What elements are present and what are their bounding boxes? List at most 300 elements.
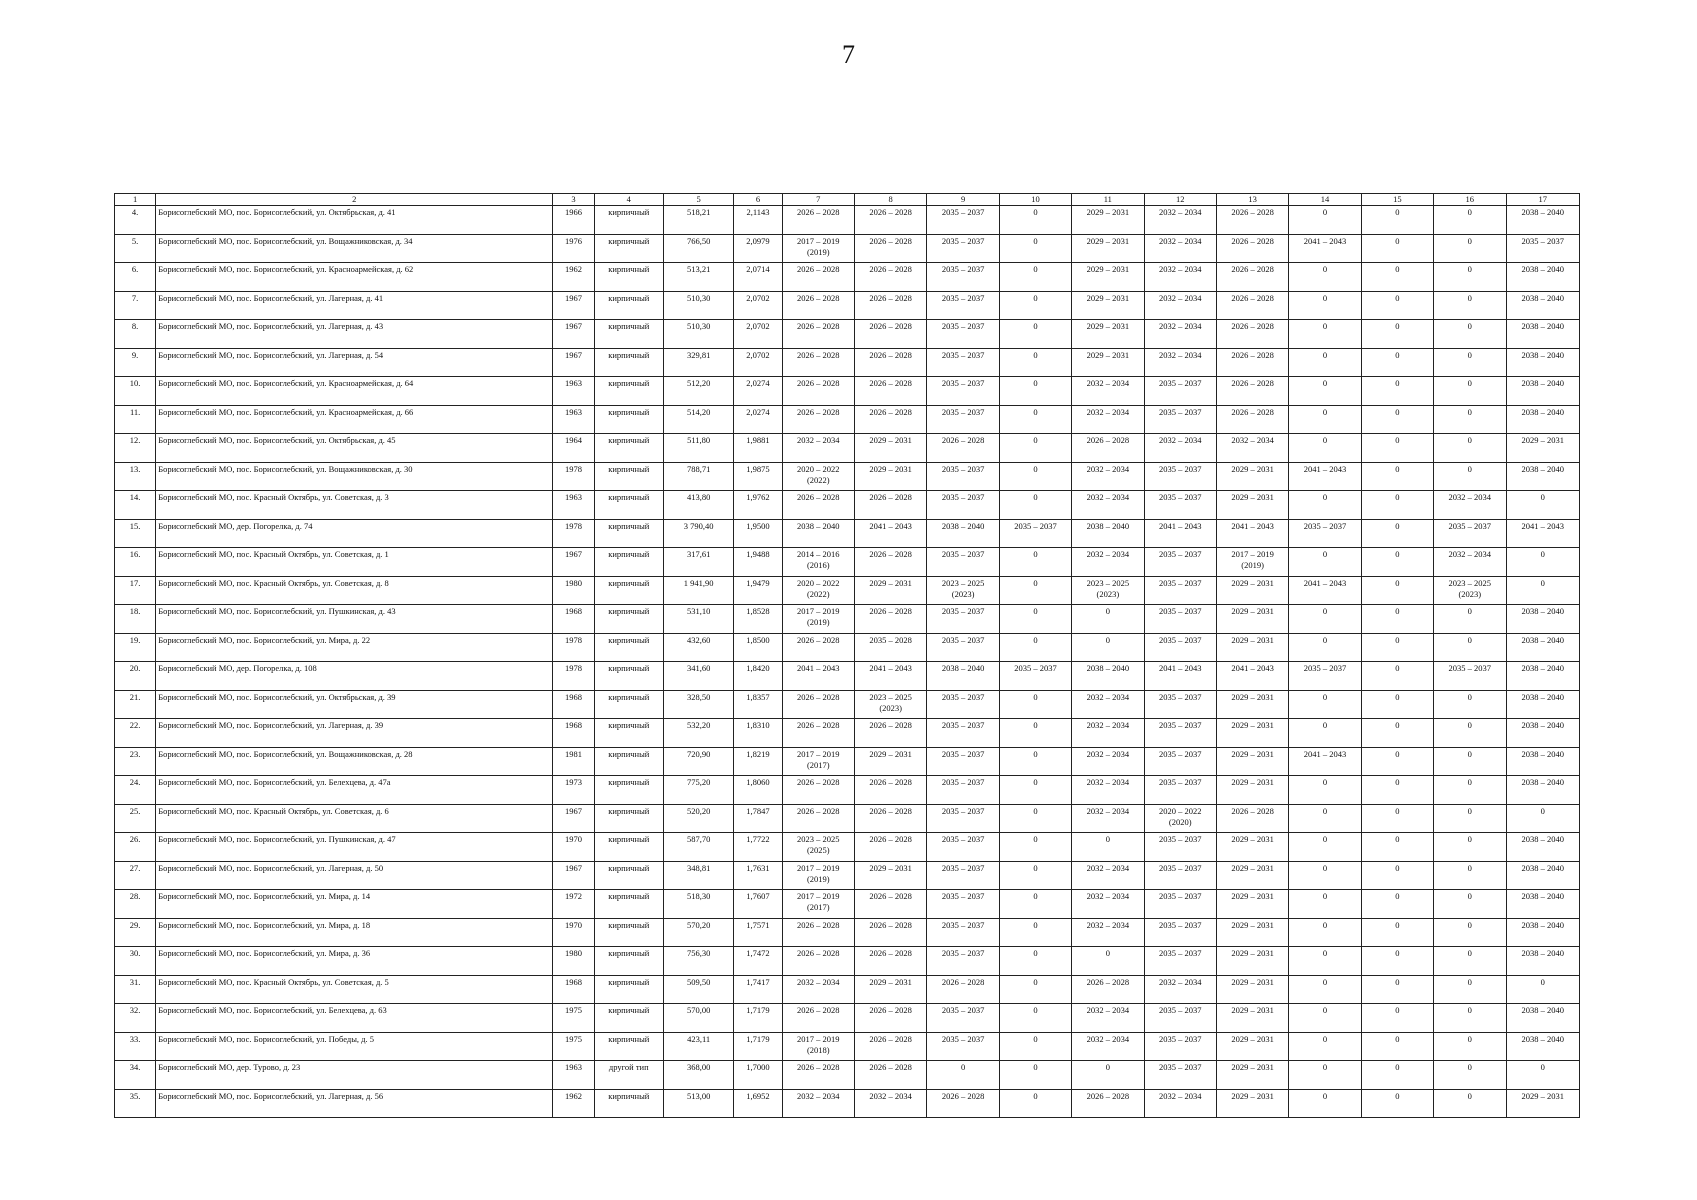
table-cell: 1,9762 <box>734 491 782 520</box>
table-cell: 2032 – 2034 <box>1144 348 1216 377</box>
table-cell: 0 <box>1289 377 1361 406</box>
table-cell: 0 <box>999 861 1071 890</box>
table-cell: 1967 <box>553 348 594 377</box>
table-row <box>115 890 1580 919</box>
table-row <box>115 633 1580 662</box>
table-cell: 2026 – 2028 <box>1216 320 1288 349</box>
table-cell: кирпичный <box>594 861 663 890</box>
table-cell: кирпичный <box>594 833 663 862</box>
table-cell: 0 <box>1361 861 1433 890</box>
table-cell: 1,6952 <box>734 1089 782 1118</box>
table-cell: 2017 – 2019 (2018) <box>782 1032 854 1061</box>
table-cell: 0 <box>1434 975 1506 1004</box>
table-cell: 0 <box>1289 206 1361 235</box>
table-cell: 0 <box>999 1032 1071 1061</box>
table-cell: 2035 – 2037 <box>927 918 999 947</box>
table-cell: 2026 – 2028 <box>1216 804 1288 833</box>
address-cell: Борисоглебский МО, пос. Борисоглебский, ул. Октябрьская, д. 45 <box>156 434 553 463</box>
table-cell: 0 <box>1361 320 1433 349</box>
table-cell: кирпичный <box>594 405 663 434</box>
column-number-cell: 6 <box>734 194 782 206</box>
table-cell: кирпичный <box>594 776 663 805</box>
table-cell: 0 <box>999 576 1071 605</box>
table-row <box>115 719 1580 748</box>
table-cell: 2032 – 2034 <box>854 1089 926 1118</box>
row-number-cell: 5. <box>115 234 156 263</box>
table-cell: 0 <box>1361 833 1433 862</box>
table-cell: 1963 <box>553 1061 594 1090</box>
table-cell: 2026 – 2028 <box>1216 405 1288 434</box>
table-cell: 1 941,90 <box>663 576 733 605</box>
table-cell: 1968 <box>553 975 594 1004</box>
row-number-cell: 25. <box>115 804 156 833</box>
table-cell: 2026 – 2028 <box>854 234 926 263</box>
table-cell: 2035 – 2037 <box>1144 747 1216 776</box>
table-cell: 0 <box>999 975 1071 1004</box>
address-cell: Борисоглебский МО, пос. Борисоглебский, ул. Пушкинская, д. 43 <box>156 605 553 634</box>
table-cell: 2038 – 2040 <box>1072 662 1144 691</box>
table-cell: 720,90 <box>663 747 733 776</box>
table-cell: 2029 – 2031 <box>1216 1089 1288 1118</box>
table-cell: 2035 – 2037 <box>927 719 999 748</box>
table-cell: 0 <box>999 434 1071 463</box>
table-cell: 0 <box>1289 833 1361 862</box>
table-cell: 513,21 <box>663 263 733 292</box>
table-cell: 0 <box>999 548 1071 577</box>
table-cell: 2032 – 2034 <box>1144 206 1216 235</box>
table-cell: 2026 – 2028 <box>854 548 926 577</box>
table-row <box>115 833 1580 862</box>
table-cell: 0 <box>999 206 1071 235</box>
table-cell: 1967 <box>553 861 594 890</box>
table-cell: 2029 – 2031 <box>1216 861 1288 890</box>
table-cell: 0 <box>1289 605 1361 634</box>
table-cell: 1968 <box>553 719 594 748</box>
column-number-cell: 4 <box>594 194 663 206</box>
table-cell: 2038 – 2040 <box>1506 206 1580 235</box>
table-cell: 2023 – 2025 (2023) <box>927 576 999 605</box>
column-number-cell: 14 <box>1289 194 1361 206</box>
table-cell: 0 <box>1434 605 1506 634</box>
table-cell: 0 <box>1434 1004 1506 1033</box>
table-cell: 2026 – 2028 <box>1216 234 1288 263</box>
table-cell: 2029 – 2031 <box>1216 947 1288 976</box>
table-cell: кирпичный <box>594 975 663 1004</box>
address-cell: Борисоглебский МО, пос. Борисоглебский, ул. Красноармейская, д. 66 <box>156 405 553 434</box>
table-row <box>115 491 1580 520</box>
table-cell: 0 <box>999 918 1071 947</box>
table-cell: 2029 – 2031 <box>1506 1089 1580 1118</box>
table-cell: 2029 – 2031 <box>1216 833 1288 862</box>
table-cell: 2035 – 2037 <box>927 462 999 491</box>
table-cell: 1980 <box>553 576 594 605</box>
table-row <box>115 519 1580 548</box>
column-number-cell: 5 <box>663 194 733 206</box>
table-cell: 1,8219 <box>734 747 782 776</box>
row-number-cell: 23. <box>115 747 156 776</box>
table-cell: 0 <box>999 947 1071 976</box>
table-cell: 2032 – 2034 <box>1072 462 1144 491</box>
table-cell: 0 <box>1434 633 1506 662</box>
table-cell: 1967 <box>553 804 594 833</box>
table-cell: 2038 – 2040 <box>1506 263 1580 292</box>
table-cell: 1978 <box>553 462 594 491</box>
table-cell: 2035 – 2037 <box>927 1004 999 1033</box>
table-cell: 0 <box>1361 1032 1433 1061</box>
table-cell: 511,80 <box>663 434 733 463</box>
table-cell: 2029 – 2031 <box>1216 747 1288 776</box>
table-cell: 2032 – 2034 <box>1144 975 1216 1004</box>
table-cell: 518,21 <box>663 206 733 235</box>
address-cell: Борисоглебский МО, дер. Погорелка, д. 74 <box>156 519 553 548</box>
row-number-cell: 13. <box>115 462 156 491</box>
table-cell: 1,8310 <box>734 719 782 748</box>
table-cell: 0 <box>1434 776 1506 805</box>
table-cell: 2026 – 2028 <box>854 291 926 320</box>
table-cell: 2026 – 2028 <box>854 206 926 235</box>
table-cell: 1970 <box>553 918 594 947</box>
table-cell: 2029 – 2031 <box>1216 975 1288 1004</box>
table-cell: 0 <box>999 291 1071 320</box>
table-cell: 2035 – 2037 <box>927 690 999 719</box>
table-cell: 2035 – 2037 <box>1144 633 1216 662</box>
table-cell: 0 <box>999 605 1071 634</box>
table-cell: 2038 – 2040 <box>1506 833 1580 862</box>
table-row <box>115 947 1580 976</box>
table-cell: 0 <box>1289 548 1361 577</box>
table-cell: 2026 – 2028 <box>782 377 854 406</box>
table-cell: 2029 – 2031 <box>1072 348 1144 377</box>
table-cell: 1,8420 <box>734 662 782 691</box>
table-cell: 1980 <box>553 947 594 976</box>
table-cell: 2038 – 2040 <box>1506 348 1580 377</box>
table-cell: 2038 – 2040 <box>1506 633 1580 662</box>
table-cell: 2035 – 2037 <box>927 548 999 577</box>
table-cell: 1,9875 <box>734 462 782 491</box>
row-number-cell: 30. <box>115 947 156 976</box>
table-cell: 1,7000 <box>734 1061 782 1090</box>
table-cell: 2029 – 2031 <box>854 747 926 776</box>
table-cell: 2035 – 2037 <box>927 234 999 263</box>
table-cell: кирпичный <box>594 1032 663 1061</box>
table-cell: 2035 – 2037 <box>1144 1061 1216 1090</box>
table-cell: 1963 <box>553 491 594 520</box>
table-cell: 2026 – 2028 <box>782 947 854 976</box>
table-cell: 0 <box>999 690 1071 719</box>
table-cell: 0 <box>1361 548 1433 577</box>
table-cell: 2038 – 2040 <box>1506 776 1580 805</box>
table-cell: 2,0274 <box>734 377 782 406</box>
table-cell: 2038 – 2040 <box>1506 690 1580 719</box>
table-cell: 570,00 <box>663 1004 733 1033</box>
table-cell: 1972 <box>553 890 594 919</box>
table-cell: кирпичный <box>594 947 663 976</box>
table-cell: 0 <box>1361 1089 1433 1118</box>
table-cell: 532,20 <box>663 719 733 748</box>
table-cell: 2029 – 2031 <box>1216 1004 1288 1033</box>
table-cell: 2035 – 2037 <box>1144 833 1216 862</box>
table-cell: 2035 – 2037 <box>1144 861 1216 890</box>
table-cell: 2026 – 2028 <box>782 291 854 320</box>
table-cell: 2017 – 2019 (2019) <box>782 861 854 890</box>
address-cell: Борисоглебский МО, пос. Красный Октябрь, ул. Советская, д. 3 <box>156 491 553 520</box>
row-number-cell: 4. <box>115 206 156 235</box>
table-cell: 0 <box>1289 491 1361 520</box>
table-cell: 0 <box>1289 918 1361 947</box>
table-cell: 0 <box>1434 918 1506 947</box>
table-cell: 2038 – 2040 <box>1506 719 1580 748</box>
table-cell: 2041 – 2043 <box>782 662 854 691</box>
table-cell: 0 <box>1072 605 1144 634</box>
table-cell: 0 <box>1361 804 1433 833</box>
table-row <box>115 690 1580 719</box>
table-cell: 0 <box>1361 263 1433 292</box>
table-cell: 0 <box>1434 434 1506 463</box>
table-cell: кирпичный <box>594 491 663 520</box>
table-cell: 2035 – 2037 <box>1144 405 1216 434</box>
table-cell: кирпичный <box>594 633 663 662</box>
table-cell: 756,30 <box>663 947 733 976</box>
table-cell: 0 <box>1434 405 1506 434</box>
address-cell: Борисоглебский МО, пос. Красный Октябрь, ул. Советская, д. 6 <box>156 804 553 833</box>
table-cell: 1962 <box>553 263 594 292</box>
table-cell: 2038 – 2040 <box>1506 1004 1580 1033</box>
table-cell: 2017 – 2019 (2019) <box>1216 548 1288 577</box>
table-cell: кирпичный <box>594 462 663 491</box>
table-cell: кирпичный <box>594 747 663 776</box>
table-cell: 0 <box>927 1061 999 1090</box>
column-number-cell: 1 <box>115 194 156 206</box>
table-cell: 317,61 <box>663 548 733 577</box>
table-cell: 520,20 <box>663 804 733 833</box>
table-cell: 0 <box>1361 918 1433 947</box>
table-cell: 2032 – 2034 <box>1072 1004 1144 1033</box>
address-cell: Борисоглебский МО, пос. Борисоглебский, ул. Октябрьская, д. 39 <box>156 690 553 719</box>
table-cell: 0 <box>1361 291 1433 320</box>
table-cell: 0 <box>1361 462 1433 491</box>
table-cell: 0 <box>1289 776 1361 805</box>
table-cell: 2038 – 2040 <box>1506 890 1580 919</box>
table-cell: кирпичный <box>594 519 663 548</box>
table-cell: 0 <box>1506 491 1580 520</box>
table-cell: 2026 – 2028 <box>854 947 926 976</box>
table-cell: 0 <box>1289 690 1361 719</box>
table-cell: 0 <box>1361 747 1433 776</box>
table-cell: 2029 – 2031 <box>854 975 926 1004</box>
table-cell: 518,30 <box>663 890 733 919</box>
table-cell: 2041 – 2043 <box>1144 519 1216 548</box>
table-cell: 0 <box>1434 1089 1506 1118</box>
table-cell: 2041 – 2043 <box>854 519 926 548</box>
address-cell: Борисоглебский МО, пос. Борисоглебский, ул. Лагерная, д. 39 <box>156 719 553 748</box>
table-cell: 2026 – 2028 <box>854 719 926 748</box>
table-cell: 1,8357 <box>734 690 782 719</box>
table-cell: 2038 – 2040 <box>1506 377 1580 406</box>
table-cell: 2029 – 2031 <box>854 576 926 605</box>
table-cell: 2041 – 2043 <box>1289 747 1361 776</box>
column-number-cell: 15 <box>1361 194 1433 206</box>
column-number-cell: 9 <box>927 194 999 206</box>
table-cell: 1975 <box>553 1032 594 1061</box>
row-number-cell: 27. <box>115 861 156 890</box>
table-cell: 0 <box>1289 434 1361 463</box>
table-cell: 1976 <box>553 234 594 263</box>
table-cell: 0 <box>1434 947 1506 976</box>
table-cell: 2032 – 2034 <box>1144 1089 1216 1118</box>
table-cell: 0 <box>1434 719 1506 748</box>
table-cell: 2023 – 2025 (2023) <box>1434 576 1506 605</box>
row-number-cell: 15. <box>115 519 156 548</box>
table-cell: 2041 – 2043 <box>854 662 926 691</box>
table-cell: 2035 – 2037 <box>1144 462 1216 491</box>
table-cell: 2035 – 2037 <box>1144 918 1216 947</box>
table-cell: 2041 – 2043 <box>1289 462 1361 491</box>
table-cell: 0 <box>999 719 1071 748</box>
table-cell: 2026 – 2028 <box>782 719 854 748</box>
table-cell: 587,70 <box>663 833 733 862</box>
table-cell: 0 <box>1434 320 1506 349</box>
table-cell: 328,50 <box>663 690 733 719</box>
table-cell: 0 <box>1434 348 1506 377</box>
table-cell: 1,9479 <box>734 576 782 605</box>
table-cell: 1978 <box>553 633 594 662</box>
table-cell: 2035 – 2037 <box>927 405 999 434</box>
table-cell: кирпичный <box>594 890 663 919</box>
address-cell: Борисоглебский МО, пос. Борисоглебский, ул. Мира, д. 22 <box>156 633 553 662</box>
row-number-cell: 22. <box>115 719 156 748</box>
table-cell: 0 <box>999 776 1071 805</box>
table-cell: 0 <box>1289 405 1361 434</box>
table-row <box>115 605 1580 634</box>
column-number-cell: 17 <box>1506 194 1580 206</box>
table-cell: 0 <box>1361 348 1433 377</box>
table-cell: 1,8500 <box>734 633 782 662</box>
table-cell: 2035 – 2037 <box>999 662 1071 691</box>
table-cell: 2035 – 2037 <box>1289 519 1361 548</box>
table-cell: 1967 <box>553 291 594 320</box>
table-cell: кирпичный <box>594 263 663 292</box>
table-cell: 0 <box>1361 405 1433 434</box>
table-cell: 0 <box>999 320 1071 349</box>
table-cell: 2041 – 2043 <box>1216 519 1288 548</box>
table-cell: 0 <box>999 491 1071 520</box>
row-number-cell: 20. <box>115 662 156 691</box>
table-cell: 0 <box>1361 576 1433 605</box>
table-cell: кирпичный <box>594 377 663 406</box>
table-cell: 1970 <box>553 833 594 862</box>
row-number-cell: 12. <box>115 434 156 463</box>
table-cell: 0 <box>1289 1061 1361 1090</box>
table-cell: 0 <box>1361 719 1433 748</box>
table-cell: 0 <box>1434 462 1506 491</box>
table-cell: 2035 – 2037 <box>1289 662 1361 691</box>
table-row <box>115 861 1580 890</box>
table-cell: кирпичный <box>594 320 663 349</box>
table-cell: 2,0702 <box>734 348 782 377</box>
table-cell: 2026 – 2028 <box>854 320 926 349</box>
row-number-cell: 14. <box>115 491 156 520</box>
table-cell: 1,7722 <box>734 833 782 862</box>
column-number-row <box>115 194 1580 206</box>
table-cell: 0 <box>999 833 1071 862</box>
table-cell: 0 <box>1361 491 1433 520</box>
table-cell: 2038 – 2040 <box>1506 291 1580 320</box>
table-cell: 2017 – 2019 (2019) <box>782 234 854 263</box>
address-cell: Борисоглебский МО, пос. Борисоглебский, ул. Лагерная, д. 54 <box>156 348 553 377</box>
table-cell: 0 <box>1289 804 1361 833</box>
table-cell: 2026 – 2028 <box>1216 348 1288 377</box>
table-cell: 0 <box>1434 747 1506 776</box>
table-cell: 2041 – 2043 <box>1506 519 1580 548</box>
table-cell: 1962 <box>553 1089 594 1118</box>
table-cell: 509,50 <box>663 975 733 1004</box>
table-cell: 0 <box>999 462 1071 491</box>
table-cell: 2029 – 2031 <box>1216 576 1288 605</box>
table-cell: 0 <box>1289 947 1361 976</box>
table-cell: кирпичный <box>594 918 663 947</box>
table-cell: 2023 – 2025 (2023) <box>1072 576 1144 605</box>
table-cell: 2038 – 2040 <box>927 519 999 548</box>
table-cell: 2,0714 <box>734 263 782 292</box>
table-cell: 2026 – 2028 <box>854 605 926 634</box>
row-number-cell: 6. <box>115 263 156 292</box>
column-number-cell: 12 <box>1144 194 1216 206</box>
table-cell: 2035 – 2037 <box>927 747 999 776</box>
table-cell: 2041 – 2043 <box>1216 662 1288 691</box>
table-cell: 2026 – 2028 <box>782 405 854 434</box>
row-number-cell: 34. <box>115 1061 156 1090</box>
table-cell: 2032 – 2034 <box>782 1089 854 1118</box>
column-number-cell: 16 <box>1434 194 1506 206</box>
table-row <box>115 263 1580 292</box>
column-number-cell: 3 <box>553 194 594 206</box>
table-cell: 2032 – 2034 <box>1072 719 1144 748</box>
table-cell: 0 <box>1289 633 1361 662</box>
table-row <box>115 918 1580 947</box>
table-row <box>115 462 1580 491</box>
table-row <box>115 662 1580 691</box>
table-cell: 2035 – 2037 <box>1144 947 1216 976</box>
table-cell: 2035 – 2028 <box>854 633 926 662</box>
table-cell: 2035 – 2037 <box>1434 662 1506 691</box>
table-cell: 0 <box>999 377 1071 406</box>
address-cell: Борисоглебский МО, пос. Борисоглебский, ул. Вощажниковская, д. 34 <box>156 234 553 263</box>
table-cell: 2029 – 2031 <box>1216 890 1288 919</box>
row-number-cell: 35. <box>115 1089 156 1118</box>
table-cell: 2014 – 2016 (2016) <box>782 548 854 577</box>
table-cell: 2026 – 2028 <box>854 1061 926 1090</box>
table-cell: 0 <box>1434 206 1506 235</box>
address-cell: Борисоглебский МО, пос. Борисоглебский, ул. Мира, д. 36 <box>156 947 553 976</box>
table-cell: 2026 – 2028 <box>782 633 854 662</box>
table-cell: 2035 – 2037 <box>927 491 999 520</box>
table-cell: 2035 – 2037 <box>1144 576 1216 605</box>
table-cell: 2026 – 2028 <box>854 833 926 862</box>
table-cell: 0 <box>999 1061 1071 1090</box>
table-cell: 2026 – 2028 <box>782 263 854 292</box>
address-cell: Борисоглебский МО, пос. Красный Октябрь, ул. Советская, д. 1 <box>156 548 553 577</box>
table-cell: 1,9881 <box>734 434 782 463</box>
address-cell: Борисоглебский МО, пос. Борисоглебский, ул. Победы, д. 5 <box>156 1032 553 1061</box>
table-cell: 2026 – 2028 <box>854 405 926 434</box>
table-cell: 2038 – 2040 <box>1506 405 1580 434</box>
table-cell: 2026 – 2028 <box>782 1004 854 1033</box>
table-cell: 2026 – 2028 <box>782 348 854 377</box>
table-cell: 2026 – 2028 <box>782 776 854 805</box>
table-cell: 788,71 <box>663 462 733 491</box>
table-cell: кирпичный <box>594 719 663 748</box>
address-cell: Борисоглебский МО, пос. Красный Октябрь, ул. Советская, д. 8 <box>156 576 553 605</box>
